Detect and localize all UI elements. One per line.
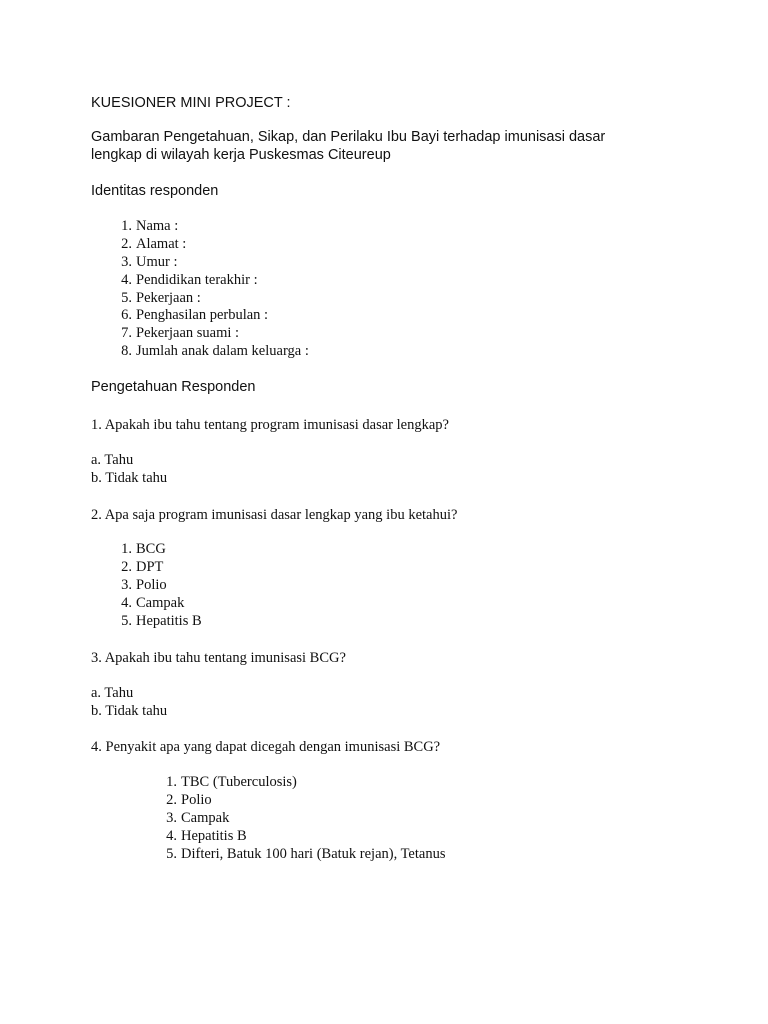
list-item-number: 5. <box>121 289 132 306</box>
list-item-number: 5. <box>166 845 177 862</box>
document-title-line-2: lengkap di wilayah kerja Puskesmas Citeureup <box>91 147 391 163</box>
question-3-option-a: a. Tahu <box>91 685 134 701</box>
list-item-number: 2. <box>121 235 132 252</box>
list-item-number: 8. <box>121 343 132 360</box>
list-item-number: 1. <box>121 541 132 557</box>
list-item-text: Campak <box>181 809 230 826</box>
list-item-text: BCG <box>136 541 166 557</box>
list-item-text: Pendidikan terakhir : <box>136 271 258 288</box>
list-item-text: Umur : <box>136 253 178 270</box>
question-3-option-b: b. Tidak tahu <box>91 703 168 719</box>
list-item-number: 4. <box>121 594 132 611</box>
question-1: 1. Apakah ibu tahu tentang program imunisasi dasar lengkap? <box>91 417 449 433</box>
list-item-number: 3. <box>121 576 132 593</box>
question-3: 3. Apakah ibu tahu tentang imunisasi BCG? <box>91 650 346 666</box>
list-item-text: Alamat : <box>136 235 187 252</box>
identity-heading: Identitas responden <box>91 183 219 199</box>
question-4: 4. Penyakit apa yang dapat dicegah dengan imunisasi BCG? <box>91 739 441 755</box>
list-item-text: TBC (Tuberculosis) <box>181 774 297 790</box>
list-item-text: Difteri, Batuk 100 hari (Batuk rejan), Tetanus <box>181 845 446 862</box>
question-1-option-a: a. Tahu <box>91 452 134 468</box>
list-item-number: 3. <box>121 253 132 270</box>
list-item-text: Penghasilan perbulan : <box>136 307 269 324</box>
knowledge-heading: Pengetahuan Responden <box>91 379 256 395</box>
list-item-number: 2. <box>121 558 132 575</box>
list-item-number: 2. <box>166 791 177 808</box>
list-item-number: 3. <box>166 809 177 826</box>
list-item-text: Nama : <box>136 218 179 234</box>
question-1-option-b: b. Tidak tahu <box>91 470 168 486</box>
list-item-text: Pekerjaan suami : <box>136 325 240 342</box>
question-2: 2. Apa saja program imunisasi dasar lengkap yang ibu ketahui? <box>91 507 458 523</box>
document-title-line-1: Gambaran Pengetahuan, Sikap, dan Perilaku Ibu Bayi terhadap imunisasi dasar <box>91 129 606 145</box>
list-item-text: Campak <box>136 594 185 611</box>
list-item-text: Pekerjaan : <box>136 289 201 306</box>
list-item-number: 4. <box>166 827 177 844</box>
list-item-text: DPT <box>136 558 164 575</box>
list-item-text: Hepatitis B <box>181 827 247 844</box>
document-header: KUESIONER MINI PROJECT : <box>91 95 291 111</box>
list-item-text: Polio <box>136 576 167 593</box>
list-item-number: 6. <box>121 307 132 324</box>
list-item-number: 1. <box>121 218 132 234</box>
list-item-number: 7. <box>121 325 132 342</box>
list-item-text: Hepatitis B <box>136 612 202 629</box>
list-item-text: Jumlah anak dalam keluarga : <box>136 343 309 360</box>
list-item-number: 1. <box>166 774 177 790</box>
list-item-number: 5. <box>121 612 132 629</box>
list-item-number: 4. <box>121 271 132 288</box>
list-item-text: Polio <box>181 791 212 808</box>
